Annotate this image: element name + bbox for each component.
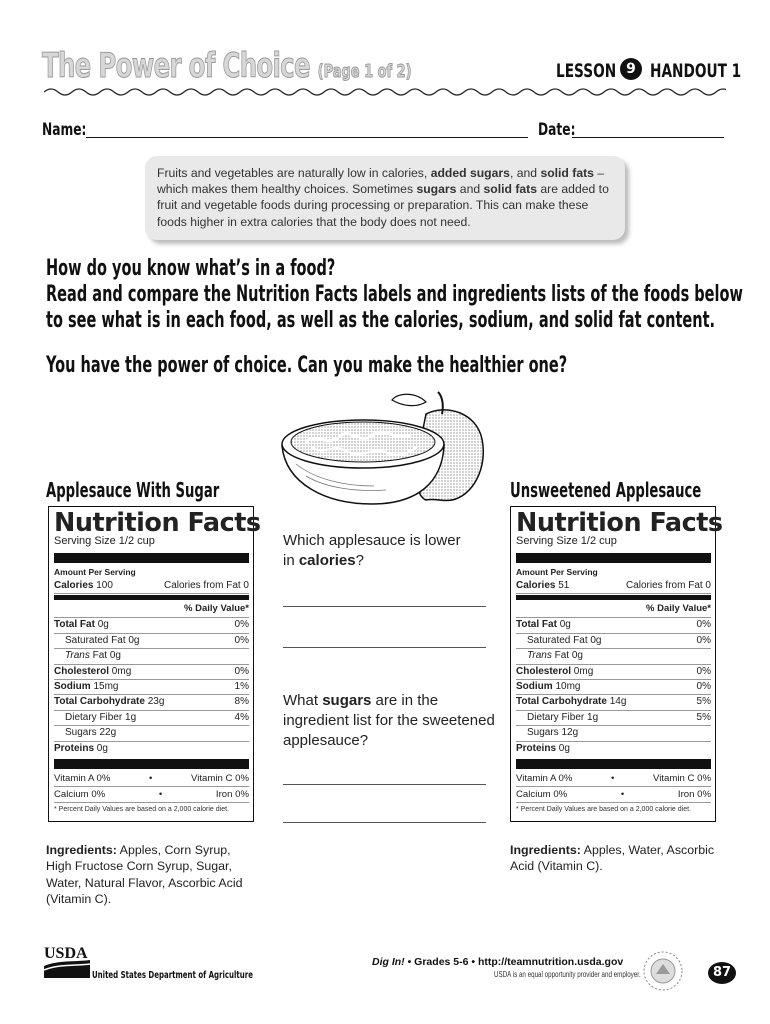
vitamins-row-1: Vitamin A 0% • Vitamin C 0% <box>516 771 711 787</box>
name-field[interactable] <box>86 137 528 138</box>
amount-per-serving: Amount Per Serving <box>54 567 136 577</box>
left-section-title: Applesauce With Sugar <box>46 478 220 502</box>
sodium-row: Sodium 10mg 0% <box>516 680 711 695</box>
daily-value-header: % Daily Value* <box>54 602 249 618</box>
answer-line-2[interactable] <box>283 647 486 648</box>
nutrition-facts-heading: Nutrition Facts <box>516 508 723 538</box>
lesson-number-badge: 9 <box>620 58 642 80</box>
name-label: Name: <box>42 120 87 140</box>
cholesterol-row: Cholesterol 0mg 0% <box>516 665 711 680</box>
lesson-label: LESSON <box>556 60 617 82</box>
fiber-row: Dietary Fiber 1g 5% <box>516 711 711 726</box>
total-fat-row: Total Fat 0g 0% <box>54 618 249 633</box>
question-calories: Which applesauce is lower in calories? <box>283 532 461 569</box>
wavy-divider <box>44 86 726 98</box>
answer-line-3[interactable] <box>283 784 486 785</box>
handout-label: HANDOUT 1 <box>650 60 742 82</box>
calories-row: Calories 100 Calories from Fat 0 <box>54 579 249 594</box>
usda-logo-text: USDA <box>44 945 88 962</box>
question-line-2: Read and compare the Nutrition Facts labels and ingredients lists of the foods below <box>46 282 743 307</box>
trans-fat-row: Trans Fat 0g <box>516 649 711 664</box>
serving-size: Serving Size 1/2 cup <box>54 535 155 547</box>
footnote: * Percent Daily Values are based on a 2,000 calorie diet. <box>516 805 691 813</box>
total-carb-row: Total Carbohydrate 14g 5% <box>516 695 711 710</box>
daily-value-header: % Daily Value* <box>516 602 711 618</box>
date-label: Date: <box>538 120 576 140</box>
proteins-row: Proteins 0g <box>516 742 570 754</box>
nutrition-facts-heading: Nutrition Facts <box>54 508 261 538</box>
vitamins-row-2: Calcium 0% • Iron 0% <box>516 788 711 800</box>
proteins-row: Proteins 0g <box>54 742 108 754</box>
fiber-row: Dietary Fiber 1g 4% <box>54 711 249 726</box>
usda-logo <box>44 944 90 978</box>
equal-opportunity-note: USDA is an equal opportunity provider and employer. <box>494 970 641 979</box>
nutrition-facts-left <box>48 506 261 822</box>
footer-credit: Dig In! • Grades 5-6 • http://teamnutrition.usda.gov <box>372 956 624 968</box>
total-carb-row: Total Carbohydrate 23g 8% <box>54 695 249 710</box>
ingredients-right: Ingredients: Apples, Water, Ascorbic Acid (Vitamin C). <box>510 843 715 874</box>
question-sugars: What sugars are in the ingredient list for the sweetened applesauce? <box>283 692 495 749</box>
total-fat-row: Total Fat 0g 0% <box>516 618 711 633</box>
team-nutrition-seal-icon <box>642 950 684 992</box>
ingredients-left: Ingredients: Apples, Corn Syrup, High Fructose Corn Syrup, Sugar, Water, Natural Flavor, Ascorbic Acid (Vitamin C). <box>46 843 243 907</box>
answer-line-1[interactable] <box>283 606 486 607</box>
calories-row: Calories 51 Calories from Fat 0 <box>516 579 711 594</box>
right-section-title: Unsweetened Applesauce <box>510 478 702 502</box>
saturated-fat-row: Saturated Fat 0g 0% <box>516 634 711 649</box>
sugars-row: Sugars 12g <box>516 726 711 741</box>
trans-fat-row: Trans Fat 0g <box>54 649 249 664</box>
saturated-fat-row: Saturated Fat 0g 0% <box>54 634 249 649</box>
serving-size: Serving Size 1/2 cup <box>516 535 617 547</box>
question-line-4: You have the power of choice. Can you make the healthier one? <box>46 353 568 378</box>
intro-callout: Fruits and vegetables are naturally low in calories, added sugars, and solid fats – which makes them healthy choices. Sometimes sugars and solid fats are added to fruit and vegetable foods during processing or preparation. This can make these foods higher in extra calories that the body does not need. <box>145 156 625 240</box>
page-title: The Power of Choice (Page 1 of 2) <box>42 46 412 86</box>
question-line-1: How do you know what’s in a food? <box>46 256 336 281</box>
usda-department-name: United States Department of Agriculture <box>92 970 253 981</box>
question-line-3: to see what is in each food, as well as the calories, sodium, and solid fat content. <box>46 308 716 333</box>
nutrition-facts-right <box>510 506 723 822</box>
footnote: * Percent Daily Values are based on a 2,000 calorie diet. <box>54 805 229 813</box>
page-number-badge: 87 <box>708 962 736 984</box>
vitamins-row-1: Vitamin A 0% • Vitamin C 0% <box>54 771 249 787</box>
cholesterol-row: Cholesterol 0mg 0% <box>54 665 249 680</box>
answer-line-4[interactable] <box>283 822 486 823</box>
vitamins-row-2: Calcium 0% • Iron 0% <box>54 788 249 800</box>
sugars-row: Sugars 22g <box>54 726 249 741</box>
applesauce-bowl-illustration <box>276 384 490 510</box>
sodium-row: Sodium 15mg 1% <box>54 680 249 695</box>
page-subtitle: (Page 1 of 2) <box>317 61 412 82</box>
date-field[interactable] <box>572 137 724 138</box>
amount-per-serving: Amount Per Serving <box>516 567 598 577</box>
